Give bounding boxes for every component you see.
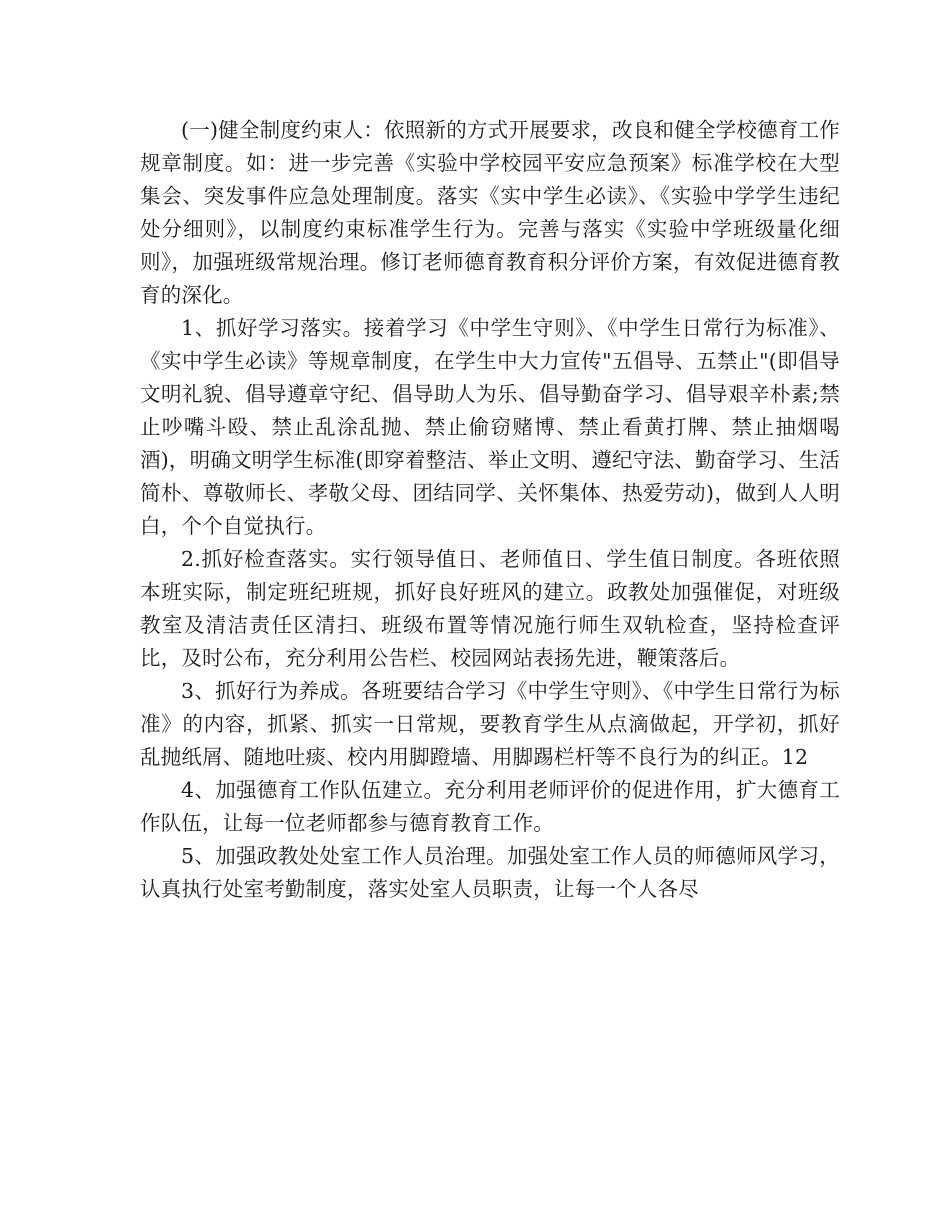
paragraph-behavior-habits: 3、抓好行为养成。各班要结合学习《中学生守则》、《中学生日常行为标准》的内容，抓紧、抓实一日常规，要教育学生从点滴做起，开学初，抓好乱抛纸屑、随地吐痰、校内用脚蹬墙、用脚踢栏杆等不良行为的纠正。12	[140, 679, 840, 769]
paragraph-inspection-implementation: 2.抓好检查落实。实行领导值日、老师值日、学生值日制度。各班依照本班实际，制定班纪班规，抓好良好班风的建立。政教处加强催促，对班级教室及清洁责任区清扫、班级布置等情况施行师生双轨检查，坚持检查评比，及时公布，充分利用公告栏、校园网站表扬先进，鞭策落后。	[140, 547, 840, 670]
paragraph-system-constraints: (一)健全制度约束人：依照新的方式开展要求，改良和健全学校德育工作规章制度。如：进一步完善《实验中学校园平安应急预案》标准学校在大型集会、突发事件应急处理制度。落实《实中学生必读》、《实验中学学生违纪处分细则》，以制度约束标准学生行为。完善与落实《实验中学班级量化细则》，加强班级常规治理。修订老师德育教育积分评价方案，有效促进德育教育的深化。	[140, 118, 840, 307]
paragraph-study-implementation: 1、抓好学习落实。接着学习《中学生守则》、《中学生日常行为标准》、《实中学生必读》等规章制度，在学生中大力宣传"五倡导、五禁止"(即倡导文明礼貌、倡导遵章守纪、倡导助人为乐、倡导勤奋学习、倡导艰辛朴素;禁止吵嘴斗殴、禁止乱涂乱抛、禁止偷窃赌博、禁止看黄打牌、禁止抽烟喝酒)，明确文明学生标准(即穿着整洁、举止文明、遵纪守法、勤奋学习、生活简朴、尊敬师长、孝敬父母、团结同学、关怀集体、热爱劳动)，做到人人明白，个个自觉执行。	[140, 316, 840, 538]
paragraph-office-staff: 5、加强政教处处室工作人员治理。加强处室工作人员的师德师风学习，认真执行处室考勤制度，落实处室人员职责，让每一个人各尽	[140, 844, 840, 901]
paragraph-moral-team: 4、加强德育工作队伍建立。充分利用老师评价的促进作用，扩大德育工作队伍，让每一位老师都参与德育教育工作。	[140, 778, 840, 835]
document-body	[140, 114, 840, 906]
